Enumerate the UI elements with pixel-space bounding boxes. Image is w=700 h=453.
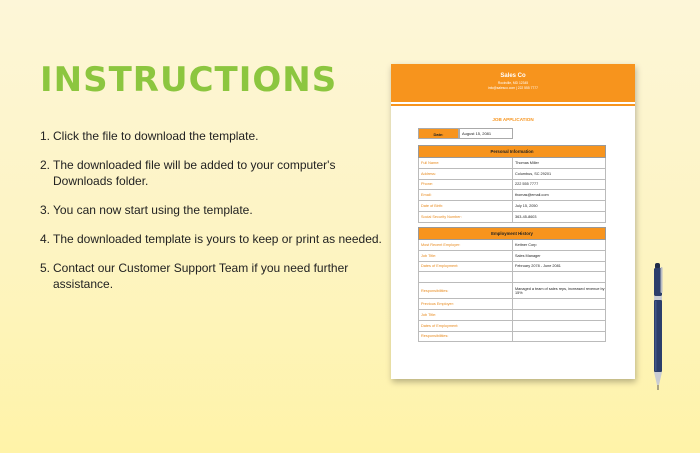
field-label: Job Title: <box>419 250 513 261</box>
field-label: Dates of Employment: <box>419 261 513 272</box>
table-row <box>419 261 606 272</box>
pen-clip <box>661 267 663 293</box>
date-label: Date: <box>418 128 459 139</box>
table-row <box>419 190 606 201</box>
pen-highlight <box>655 301 657 371</box>
table-row <box>419 309 606 320</box>
field-value: February 2078 - June 2081 <box>513 261 606 272</box>
document-title: JOB APPLICATION <box>492 117 534 122</box>
document-header <box>391 64 635 102</box>
table-row <box>419 320 606 331</box>
field-value: July 15, 2050 <box>513 201 606 212</box>
step-number: 3. <box>40 203 51 217</box>
date-row <box>418 128 513 139</box>
instruction-steps <box>40 128 385 305</box>
field-value <box>513 272 606 283</box>
step-number: 5. <box>40 261 51 275</box>
company-name: Sales Co <box>500 73 526 79</box>
step-text: You can now start using the template. <box>53 203 253 217</box>
field-value: thomas@email.com <box>513 190 606 201</box>
company-address: Rockville, MD 12345 <box>497 81 529 85</box>
step-number: 1. <box>40 129 51 143</box>
step-text: Contact our Customer Support Team if you need further assistance. <box>53 261 349 291</box>
table-row <box>419 299 606 310</box>
field-value: Managed a team of sales reps, increased revenue by 15% <box>513 283 606 299</box>
instructions-heading: INSTRUCTIONS <box>40 60 338 100</box>
table-row <box>419 283 606 299</box>
field-value <box>513 320 606 331</box>
field-label: Phone: <box>419 179 513 190</box>
employment-history-table <box>418 227 606 342</box>
table-row <box>419 272 606 283</box>
field-label <box>419 272 513 283</box>
table-header: Personal Information <box>419 146 606 158</box>
field-value <box>513 331 606 342</box>
field-label: Address: <box>419 168 513 179</box>
table-row <box>419 240 606 251</box>
field-value <box>513 299 606 310</box>
step-text: The downloaded template is yours to keep or print as needed. <box>53 232 382 246</box>
field-label: Date of Birth: <box>419 201 513 212</box>
header-divider <box>391 104 635 106</box>
table-row <box>419 168 606 179</box>
date-value: August 15, 2081 <box>459 128 513 139</box>
step-item <box>40 157 385 189</box>
step-item <box>40 260 385 292</box>
step-item <box>40 231 385 247</box>
field-label: Most Recent Employer: <box>419 240 513 251</box>
field-value: 222 555 7777 <box>513 179 606 190</box>
step-number: 2. <box>40 158 51 172</box>
field-value: Thomas Miller <box>513 158 606 169</box>
table-row <box>419 158 606 169</box>
table-row <box>419 211 606 222</box>
field-label: Responsibilities: <box>419 283 513 299</box>
field-label: Email: <box>419 190 513 201</box>
step-number: 4. <box>40 232 51 246</box>
field-value: 363-45-8603 <box>513 211 606 222</box>
table-row <box>419 331 606 342</box>
field-label: Full Name: <box>419 158 513 169</box>
pen-tip <box>654 372 662 385</box>
field-value: Sales Manager <box>513 250 606 261</box>
field-label: Responsibilities: <box>419 331 513 342</box>
field-label: Dates of Employment: <box>419 320 513 331</box>
field-value: Columbus, SC 29201 <box>513 168 606 179</box>
field-value: Kettner Corp <box>513 240 606 251</box>
personal-information-table <box>418 145 606 223</box>
field-label: Job Title: <box>419 309 513 320</box>
table-header: Employment History <box>419 228 606 240</box>
pen-band <box>654 296 662 300</box>
table-row <box>419 201 606 212</box>
step-text: The downloaded file will be added to your computer's Downloads folder. <box>53 158 336 188</box>
table-row <box>419 179 606 190</box>
company-contact: info@salesco.com | 222 555 7777 <box>488 86 538 90</box>
step-text: Click the file to download the template. <box>53 129 259 143</box>
field-value <box>513 309 606 320</box>
pen-icon <box>650 263 666 391</box>
field-label: Social Security Number: <box>419 211 513 222</box>
field-label: Previous Employer: <box>419 299 513 310</box>
step-item <box>40 202 385 218</box>
step-item <box>40 128 385 144</box>
table-row <box>419 250 606 261</box>
job-application-preview <box>391 64 635 379</box>
